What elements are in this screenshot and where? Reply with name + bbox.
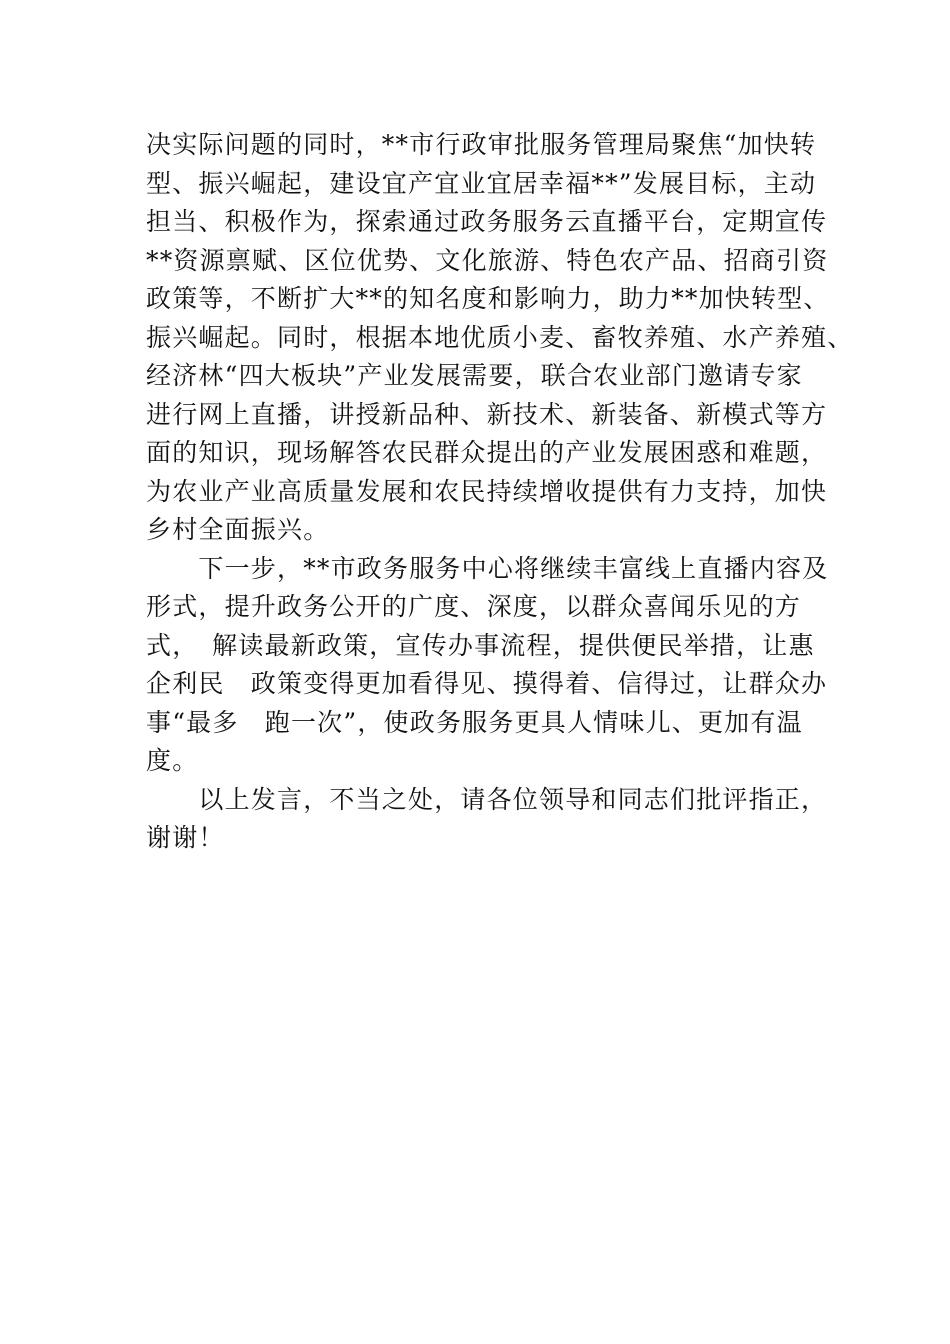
paragraph-2: [146, 550, 829, 781]
text-line: 谢谢！: [146, 823, 225, 852]
text-line: 形式，提升政务公开的广度、深度，以群众喜闻乐见的方: [146, 592, 802, 621]
text-line: 担当、积极作为，探索通过政务服务云直播平台，定期宣传: [146, 207, 828, 236]
text-line: 乡村全面振兴。: [146, 515, 330, 544]
text-line: 式， 解读最新政策，宣传办事流程，提供便民举措，让惠: [146, 630, 815, 660]
text-line: 企利民 政策变得更加看得见、摸得着、信得过，让群众办: [146, 669, 828, 698]
text-line: 政策等，不断扩大**的知名度和影响力，助力**加快转型、: [146, 284, 830, 313]
text-line: 为农业产业高质量发展和农民持续增收提供有力支持，加快: [146, 476, 828, 506]
text-line: 度。: [146, 746, 199, 775]
text-line: **资源禀赋、区位优势、文化旅游、特色农产品、招商引资: [146, 245, 829, 275]
text-line: 振兴崛起。同时，根据本地优质小麦、畜牧养殖、水产养殖、: [146, 322, 854, 352]
text-line: 面的知识，现场解答农民群众提出的产业发展困惑和难题，: [146, 438, 828, 467]
text-line: 以上发言，不当之处，请各位领导和同志们批评指正，: [146, 784, 828, 814]
paragraph-3: [146, 781, 828, 858]
text-line: 下一步，**市政务服务中心将继续丰富线上直播内容及: [146, 553, 829, 583]
paragraph-1: [146, 126, 854, 550]
text-line: 进行网上直播，讲授新品种、新技术、新装备、新模式等方: [146, 399, 828, 429]
text-line: 决实际问题的同时，**市行政审批服务管理局聚焦“加快转: [146, 130, 817, 159]
text-line: 事“最多 跑一次”，使政务服务更具人情味儿、更加有温: [146, 707, 803, 737]
text-line: 经济林“四大板块”产业发展需要，联合农业部门邀请专家: [146, 361, 803, 390]
text-line: 型、振兴崛起，建设宜产宜业宜居幸福**”发展目标，主动: [146, 168, 817, 198]
document-body: [146, 126, 854, 858]
